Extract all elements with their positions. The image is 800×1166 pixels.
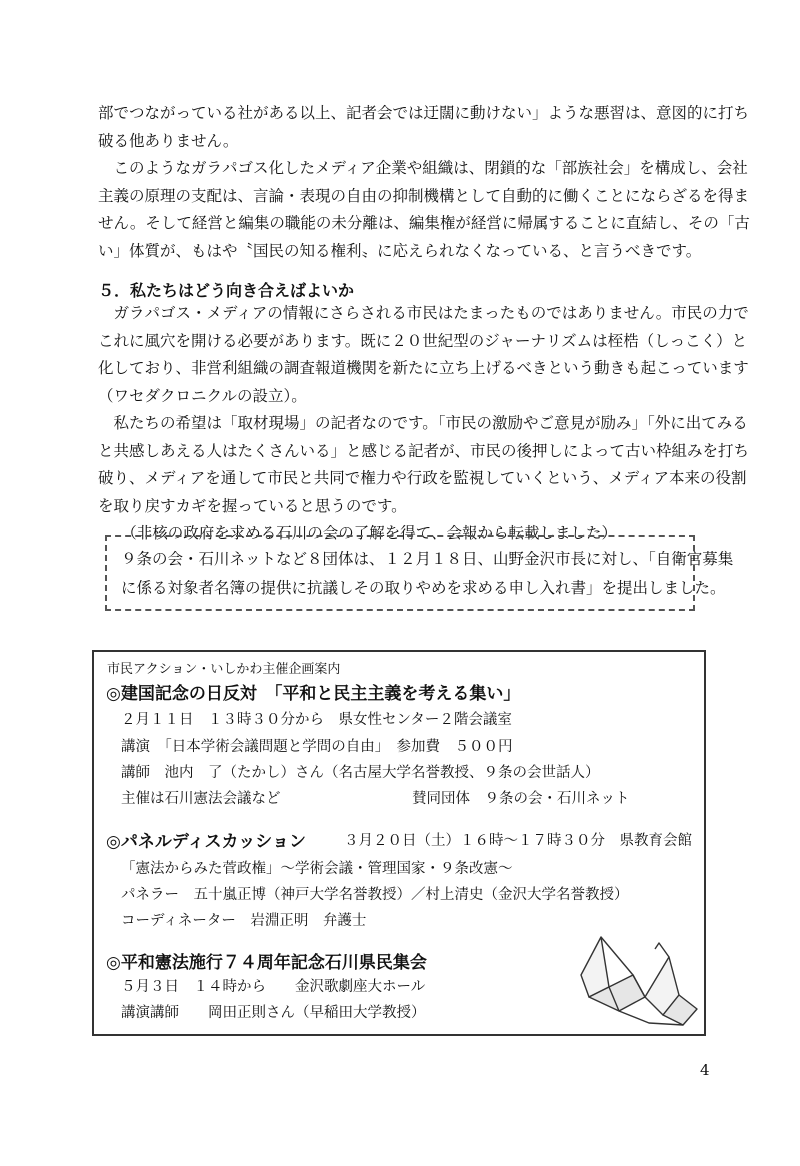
event-2-coordinator: コーディネーター 岩淵正明 弁護士 [121,913,367,929]
event-2-datetime: ３月２０日（土）１６時～１７時３０分 県教育会館 [344,833,692,849]
section-5-line: （ワセダクロニクルの設立）。 [98,386,307,405]
event-1-organizer: 主催は石川憲法会議など [121,791,281,807]
notice-line: に係る対象者名簿の提供に抗議しその取りやめを求める申し入れ書」を提出しました。 [121,579,726,597]
intro-line: 主義の原理の支配は、言論・表現の自由の抑制機構として自動的に働くことにならざるを得ま [98,186,750,205]
event-3-speaker: 講演講師 岡田正則さん（早稲田大学教授） [121,1005,426,1021]
intro-paragraph [98,100,750,265]
intro-line: 破る他ありません。 [98,131,239,150]
notice-box [105,535,734,611]
notice-line: ９条の会・石川ネットなど８団体は、１２月１８日、山野金沢市長に対し、「自衛官募集 [121,550,734,568]
event-guide-box [92,650,706,1036]
event-1-lecture: 講演 「日本学術会議問題と学問の自由」 参加費 ５００円 [121,739,513,755]
event-1-datetime: ２月１１日 １３時３０分から 県女性センター２階会議室 [121,712,512,728]
paper-crane-icon [579,935,699,1027]
intro-line: 部でつながっている社がある以上、記者会では迂闊に動けない」ような悪習は、意図的に打ち [98,104,750,122]
event-1-supporter: 賛同団体 ９条の会・石川ネット [412,791,630,807]
event-3-datetime: ５月３日 １４時から 金沢歌劇座大ホール [121,979,426,995]
section-5-line: 破り、メディアを通して市民と共同で権力や行政を監視していくという、メディア本来の役割 [98,469,747,487]
section-5-body [98,300,750,548]
event-2-title: ◎パネルディスカッション [106,832,306,852]
section-5-line: これに風穴を開ける必要があります。既に２０世紀型のジャーナリズムは桎梏（しっこく）と [98,331,748,350]
event-guide-header: 市民アクション・いしかわ主催企画案内 [107,662,341,677]
section-5-line: を取り戻すカギを握っていると思うのです。 [98,496,407,515]
page-number: 4 [700,1061,710,1079]
intro-line: せん。そして経営と編集の職能の未分離は、編集権が経営に帰属することに直結し、その「古 [98,214,750,232]
section-5-line: ガラパゴス・メディアの情報にさらされる市民はたまったものではありません。市民の力で [98,304,749,322]
section-5-line: 私たちの希望は「取材現場」の記者なのです。「市民の激励やご意見が励み」「外に出てみる [98,414,748,432]
intro-line: このようなガラパゴス化したメディア企業や組織は、閉鎖的な「部族社会」を構成し、会社 [98,159,748,177]
reprint-note: （非核の政府を求める石川の会の了解を得て、会報から転載しました） [98,524,617,542]
event-1-title: ◎建国記念の日反対 「平和と民主主義を考える集い」 [106,684,521,704]
section-5-line: と共感しあえる人はたくさんいる」と感じる記者が、市民の後押しによって古い枠組みを打ち [98,441,750,460]
intro-line: い」体質が、もはや〝国民の知る権利〟に応えられなくなっている、と言うべきです。 [98,241,702,260]
event-2-panelists: パネラー 五十嵐正博（神戸大学名誉教授）／村上清史（金沢大学名誉教授） [121,887,629,903]
event-3-title: ◎平和憲法施行７４周年記念石川県民集会 [106,953,427,973]
section-5-heading: ５．私たちはどう向き合えばよいか [98,281,355,300]
event-1-speaker: 講師 池内 了（たかし）さん（名古屋大学名誉教授、９条の会世話人） [121,765,600,781]
section-5-line: 化しており、非営利組織の調査報道機関を新たに立ち上げるべきという動きも起こっています [98,359,749,377]
event-2-theme: 「憲法からみた菅政権」～学術会議・管理国家・９条改憲～ [121,861,513,877]
